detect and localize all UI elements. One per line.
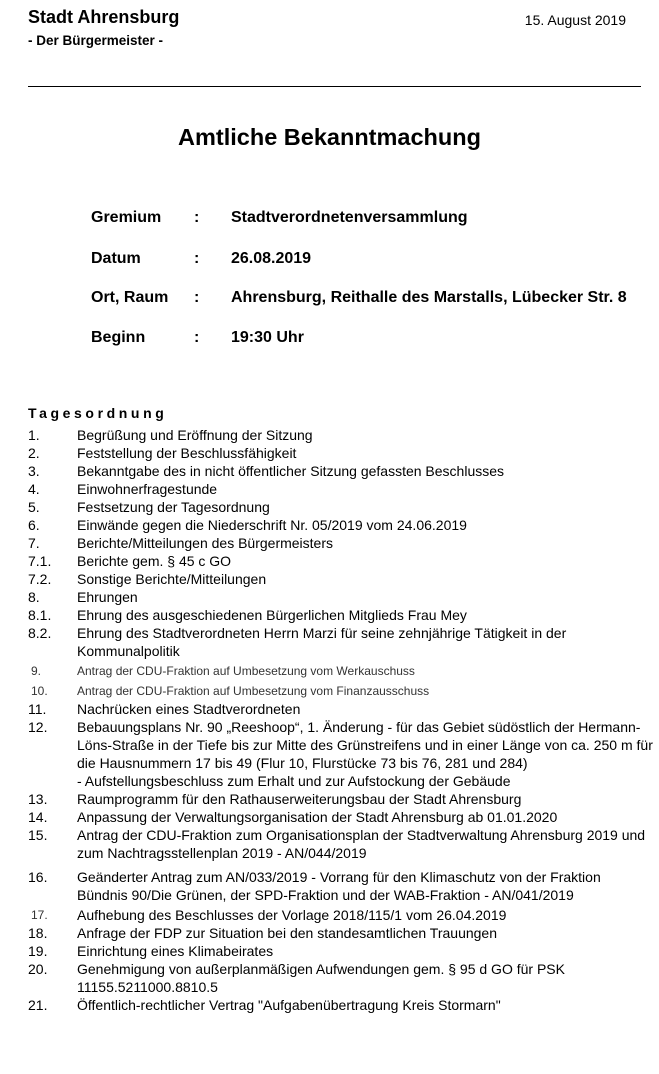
item-text: Raumprogramm für den Rathauserweiterungsbau der Stadt Ahrensburg [77,791,522,807]
meta-row-beginn [91,328,651,347]
item-number: 5. [28,499,40,515]
item-text: Anfrage der FDP zur Situation bei den standesamtlichen Trauungen [77,925,497,941]
item-number: 3. [28,463,40,479]
meta-value: Ahrensburg, Reithalle des Marstalls, Lübecker Str. 8 [231,289,627,306]
item-number: 7. [28,535,40,551]
meta-row-gremium [91,208,651,227]
item-text: Aufhebung des Beschlusses der Vorlage 2018/115/1 vom 26.04.2019 [77,907,507,923]
document-title: Amtliche Bekanntmachung [178,124,481,150]
item-text: Einwohnerfragestunde [77,481,218,497]
item-number: 10. [31,684,48,698]
item-number: 8. [28,589,40,605]
list-item [28,906,653,924]
list-item [28,624,653,660]
list-item [28,662,653,680]
item-number: 17. [31,908,48,922]
list-item [28,606,653,624]
meta-row-ort [91,288,651,307]
item-number: 18. [28,925,48,941]
item-number: 9. [31,664,42,678]
item-text: Einwände gegen die Niederschrift Nr. 05/2019 vom 24.06.2019 [77,517,467,533]
meta-row-datum [91,249,651,268]
item-number: 16. [28,869,48,885]
list-item [28,942,653,960]
list-item [28,588,653,606]
item-text: Bekanntgabe des in nicht öffentlicher Sitzung gefassten Beschlusses [77,463,505,479]
meeting-details [91,208,651,347]
meta-colon: : [194,329,200,346]
item-text: Festsetzung der Tagesordnung [77,499,270,515]
item-number: 8.1. [28,607,52,623]
list-item [28,480,653,498]
list-item [28,924,653,942]
item-text: Antrag der CDU-Fraktion auf Umbesetzung vom Werkauschuss [77,664,415,678]
list-item [28,790,653,808]
item-text: Feststellung der Beschlussfähigkeit [77,445,297,461]
item-number: 19. [28,943,48,959]
list-item [28,996,653,1014]
item-number [28,772,77,790]
item-number: 14. [28,809,48,825]
meta-colon: : [194,209,200,226]
item-text: Sonstige Berichte/Mitteilungen [77,571,267,587]
item-number: 21. [28,997,48,1013]
header-divider [28,86,641,87]
list-item [28,772,653,790]
list-item [28,444,653,462]
office-name: - Der Bürgermeister - [28,33,164,48]
list-item [28,682,653,700]
item-text: Begrüßung und Eröffnung der Sitzung [77,427,313,443]
item-text: Einrichtung eines Klimabeirates [77,943,274,959]
meta-label: Gremium [91,209,162,226]
item-number: 1. [28,427,40,443]
meta-colon: : [194,250,200,267]
meta-label: Ort, Raum [91,289,169,306]
list-item [28,808,653,826]
item-number: 6. [28,517,40,533]
item-text: Berichte gem. § 45 c GO [77,553,232,569]
item-text: Antrag der CDU-Fraktion auf Umbesetzung vom Finanzausschuss [77,684,430,698]
meta-value: 19:30 Uhr [231,329,304,346]
list-item [28,868,653,904]
list-item [28,700,653,718]
item-text: Öffentlich-rechtlicher Vertrag "Aufgabenübertragung Kreis Stormarn" [77,997,501,1013]
meta-colon: : [194,289,200,306]
list-item [28,552,653,570]
list-item [28,426,653,444]
list-item [28,718,653,772]
item-text: Berichte/Mitteilungen des Bürgermeisters [77,535,334,551]
item-text: Anpassung der Verwaltungsorganisation der Stadt Ahrensburg ab 01.01.2020 [77,809,558,825]
list-item [28,534,653,552]
document-date: 15. August 2019 [524,12,626,28]
item-number: 11. [28,701,47,717]
item-number: 13. [28,791,48,807]
list-item [28,462,653,480]
meta-value: Stadtverordnetenversammlung [231,209,468,226]
item-text: Ehrung des ausgeschiedenen Bürgerlichen Mitglieds Frau Mey [77,607,467,623]
meta-label: Beginn [91,329,146,346]
item-text: Antrag der CDU-Fraktion zum Organisationsplan der Stadtverwaltung Ahrensburg 2019 und zum Nachtragsstellenplan 2019 - AN/044/2019 [77,827,646,861]
item-text: - Aufstellungsbeschluss zum Erhalt und zur Aufstockung der Gebäude [77,773,511,789]
list-item [28,516,653,534]
list-item [28,826,653,862]
list-item [28,570,653,588]
item-number: 15. [28,827,48,843]
item-number: 20. [28,961,48,977]
agenda-list [28,426,653,1014]
city-name: Stadt Ahrensburg [28,7,180,27]
list-item [28,960,653,996]
list-item [28,498,653,516]
item-text: Ehrung des Stadtverordneten Herrn Marzi für seine zehnjährige Tätigkeit in der Kommunalpolitik [77,625,567,659]
meta-value: 26.08.2019 [231,250,312,267]
item-text: Bebauungsplans Nr. 90 „Reeshoop“, 1. Änderung - für das Gebiet südöstlich der Hermann-Löns-Straße in der Tiefe bis zur Mitte des Grünstreifens und in einer Länge von ca. 250 m für die Hausnummern 17 bis 49 (Flur 10, Flurstücke 73 bis 76, 281 und 284) [77,719,653,771]
item-number: 8.2. [28,625,52,641]
item-number: 7.2. [28,571,52,587]
item-number: 12. [28,719,48,735]
item-text: Nachrücken eines Stadtverordneten [77,701,301,717]
item-text: Ehrungen [77,589,138,605]
item-text: Genehmigung von außerplanmäßigen Aufwendungen gem. § 95 d GO für PSK 11155.5211000.8810.5 [77,961,565,995]
item-number: 4. [28,481,40,497]
item-text: Geänderter Antrag zum AN/033/2019 - Vorrang für den Klimaschutz von der Fraktion Bündnis 90/Die Grünen, der SPD-Fraktion und der WAB-Fraktion - AN/041/2019 [77,869,601,903]
item-number: 2. [28,445,40,461]
meta-label: Datum [91,250,141,267]
item-number: 7.1. [28,553,52,569]
agenda-title: Tagesordnung [28,405,168,421]
